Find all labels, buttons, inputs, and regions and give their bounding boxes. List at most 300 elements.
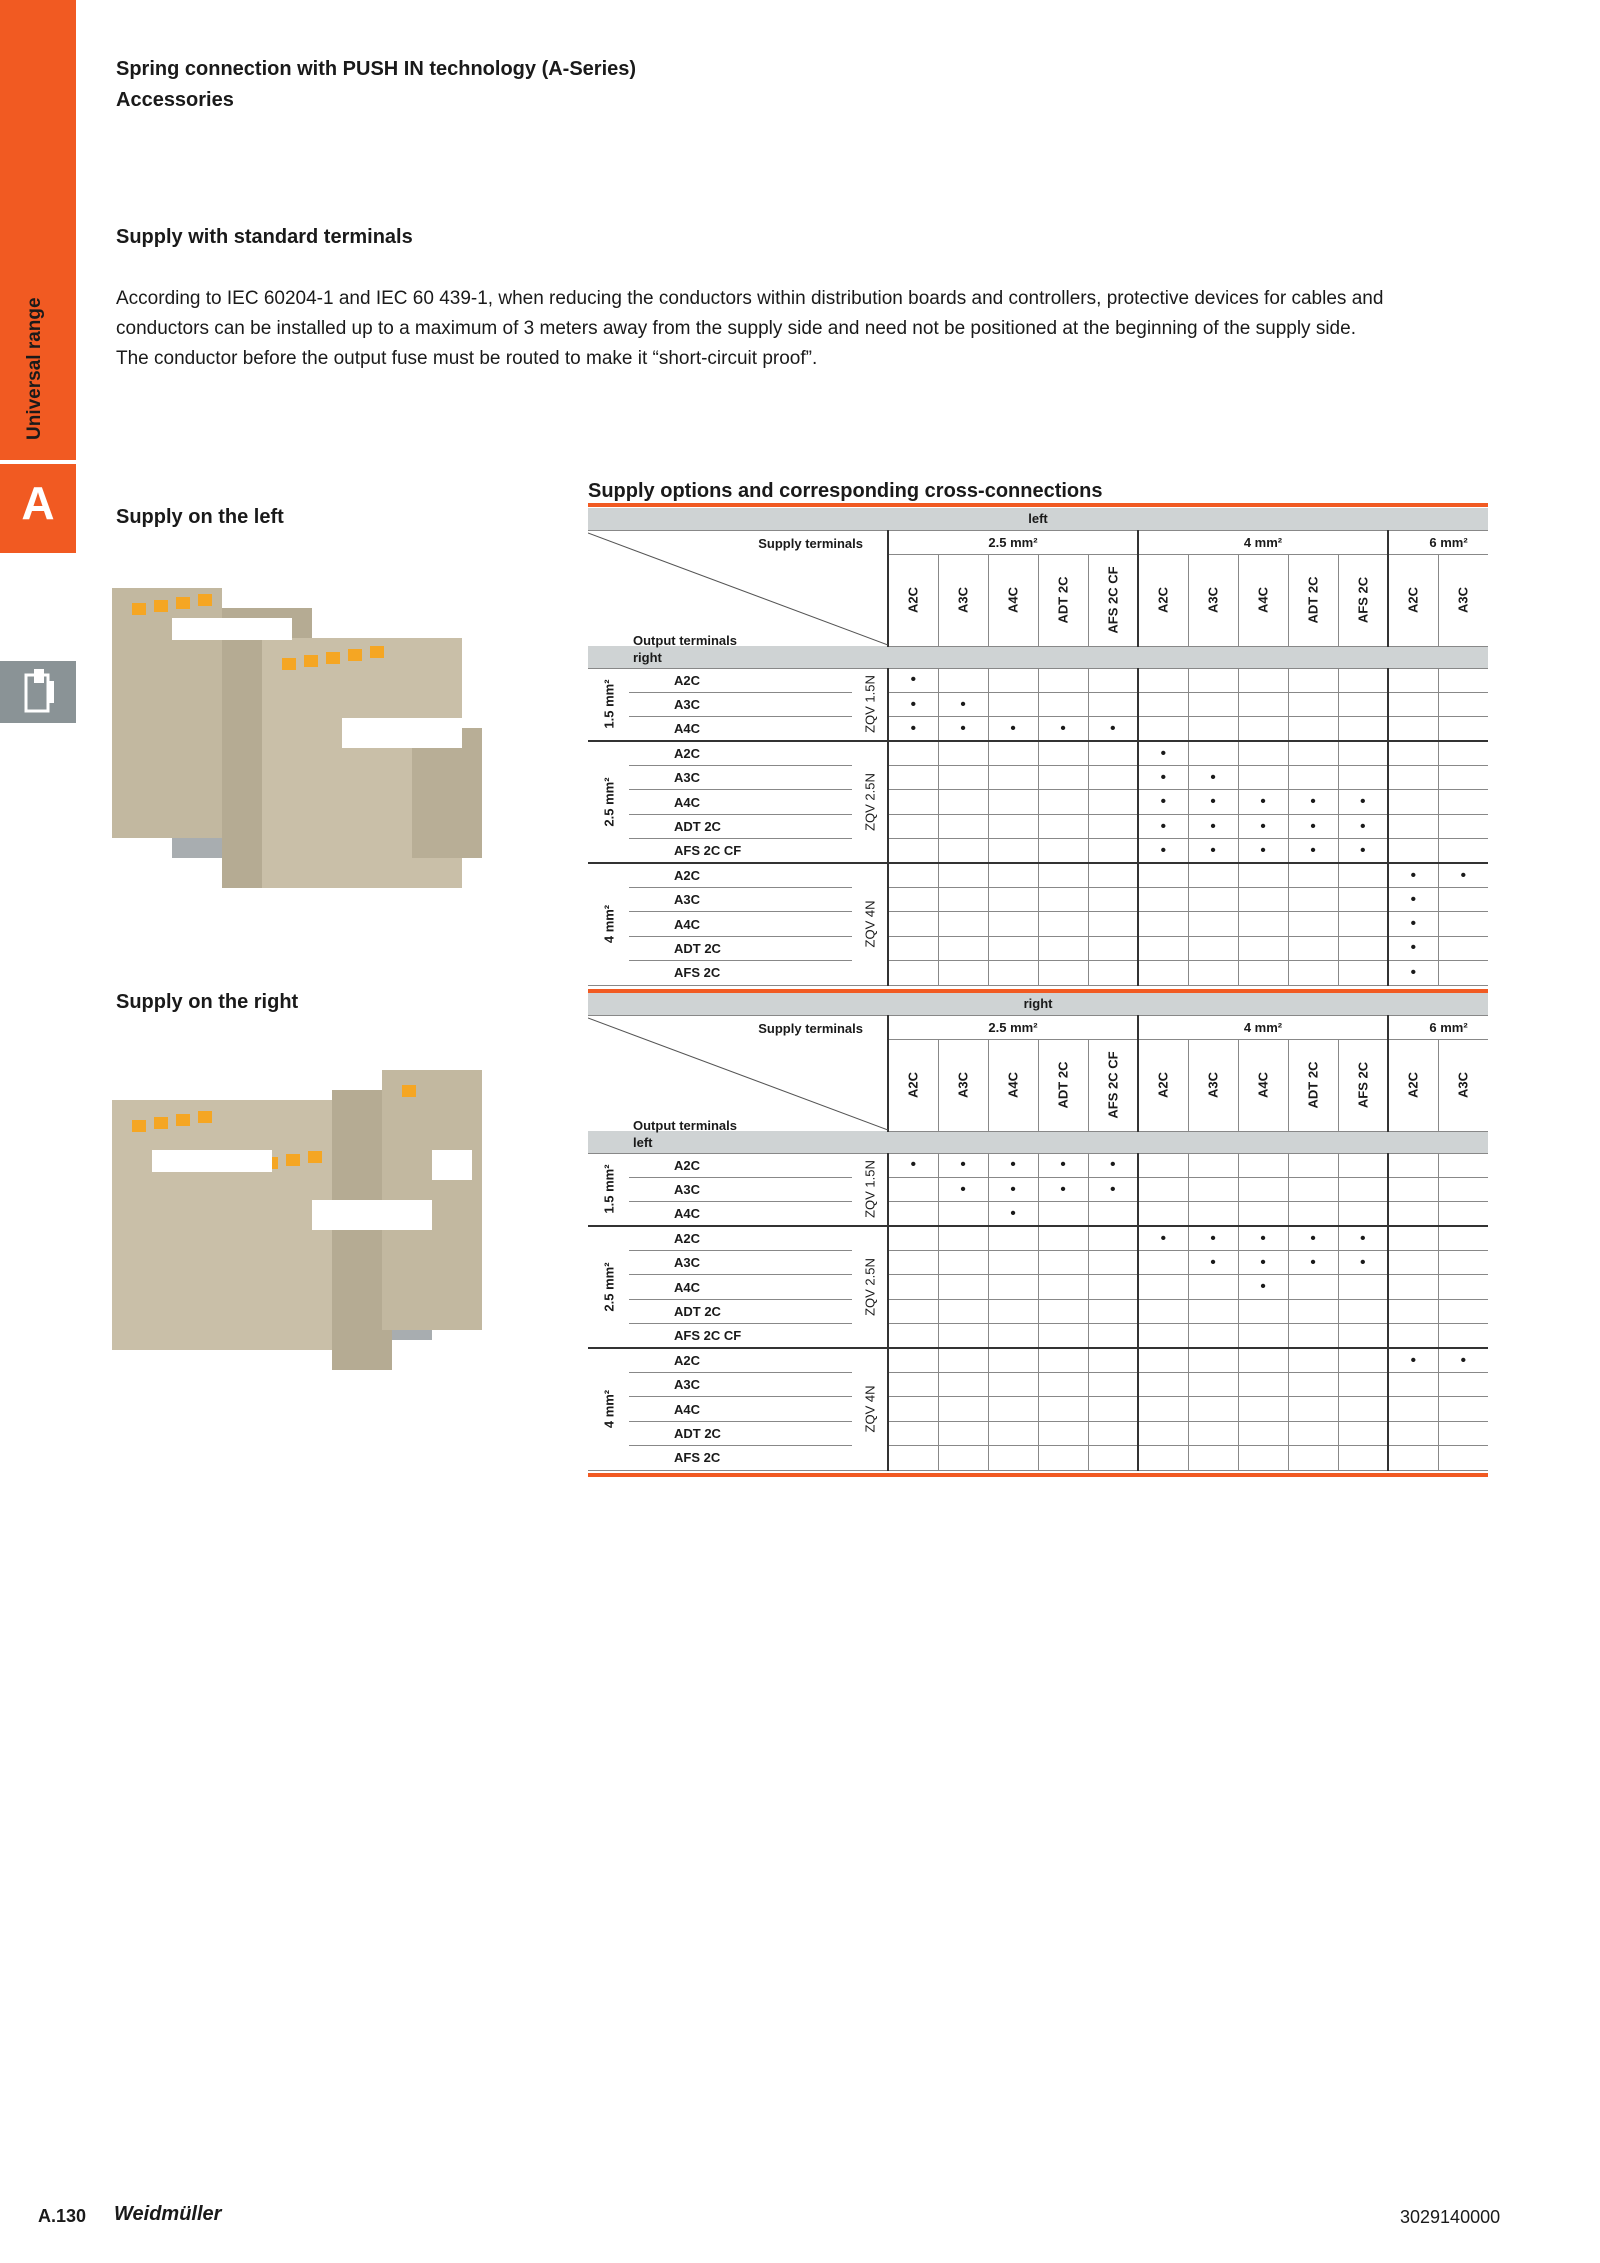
table-row [588, 912, 1488, 936]
compatibility-cell [1338, 1299, 1388, 1323]
compatibility-cell: • [1388, 912, 1438, 936]
compatibility-cell [1088, 936, 1138, 960]
compatibility-cell [1038, 1251, 1088, 1275]
compatibility-cell [1388, 1446, 1438, 1470]
compatibility-cell [888, 814, 938, 838]
compatibility-cell [1088, 1373, 1138, 1397]
compatibility-cell: • [1288, 1251, 1338, 1275]
compatibility-cell [1038, 1397, 1088, 1421]
compatibility-cell [1388, 814, 1438, 838]
header-corner [588, 530, 888, 646]
compatibility-cell [988, 1446, 1038, 1470]
compatibility-cell [1388, 1177, 1438, 1201]
row-label: AFS 2C [629, 961, 852, 985]
compatibility-cell [1388, 790, 1438, 814]
compatibility-cell [1088, 1299, 1138, 1323]
table-row [588, 790, 1488, 814]
table-row [588, 1226, 1488, 1250]
row-label: A3C [629, 766, 852, 790]
compatibility-cell [888, 1373, 938, 1397]
compatibility-cell: • [1238, 1251, 1288, 1275]
compatibility-cell [1288, 912, 1338, 936]
compatibility-cell: • [1188, 839, 1238, 863]
compatibility-cell [1188, 1373, 1238, 1397]
column-header: AFS 2C [1355, 1061, 1371, 1109]
row-label: ADT 2C [629, 1421, 852, 1445]
compatibility-cell [988, 912, 1038, 936]
compatibility-cell [888, 1324, 938, 1348]
compatibility-cell [938, 814, 988, 838]
column-header: A2C [1405, 1071, 1421, 1099]
row-label: ADT 2C [629, 814, 852, 838]
compatibility-cell [1438, 814, 1488, 838]
compatibility-cell [1338, 668, 1388, 692]
compatibility-cell [1188, 741, 1238, 765]
section-title: Supply with standard terminals [116, 226, 413, 248]
compatibility-cell [1038, 1202, 1088, 1226]
compatibility-cell [1138, 1275, 1188, 1299]
compatibility-cell: • [1238, 1226, 1288, 1250]
compatibility-cell [1238, 692, 1288, 716]
compatibility-cell [1188, 1397, 1238, 1421]
compatibility-cell [1238, 668, 1288, 692]
row-label: A4C [629, 717, 852, 741]
compatibility-cell [1388, 668, 1438, 692]
compatibility-cell [1138, 1177, 1188, 1201]
output-side-band: left [588, 1131, 1488, 1153]
compatibility-cell [988, 766, 1038, 790]
output-terminals-label: Output terminals [633, 633, 738, 648]
compatibility-cell [1088, 1324, 1138, 1348]
table-row [588, 1373, 1488, 1397]
compatibility-cell: • [1388, 961, 1438, 985]
compatibility-cell: • [1188, 814, 1238, 838]
compatibility-cell [1188, 863, 1238, 887]
table-row [588, 1177, 1488, 1201]
compatibility-cell [1338, 936, 1388, 960]
row-label: ADT 2C [629, 936, 852, 960]
column-header: A2C [1155, 586, 1171, 614]
compatibility-cell [1438, 790, 1488, 814]
compatibility-cell [938, 1446, 988, 1470]
compatibility-cell [1138, 1251, 1188, 1275]
compatibility-cell [1388, 1373, 1438, 1397]
compatibility-cell [1288, 1446, 1338, 1470]
terminal-category-icon [0, 661, 76, 723]
table-row [588, 1251, 1488, 1275]
section-body [116, 284, 1386, 374]
compatibility-cell: • [988, 717, 1038, 741]
supply-left-title: Supply on the left [116, 506, 284, 528]
compatibility-cell [1388, 839, 1438, 863]
compatibility-cell [1238, 863, 1288, 887]
column-header: AFS 2C [1355, 576, 1371, 624]
compatibility-cell: • [1238, 790, 1288, 814]
compatibility-cell [1188, 961, 1238, 985]
compatibility-cell: • [1188, 766, 1238, 790]
compatibility-cell: • [1288, 790, 1338, 814]
compatibility-cell [1338, 912, 1388, 936]
compatibility-cell [1038, 1373, 1088, 1397]
table-row [588, 741, 1488, 765]
compatibility-cell [1388, 1324, 1438, 1348]
compatibility-cell: • [1338, 814, 1388, 838]
cross-connection-label: ZQV 2.5N [862, 1258, 877, 1317]
compatibility-cell [1238, 766, 1288, 790]
compatibility-cell [888, 1275, 938, 1299]
compatibility-cell [1288, 1153, 1338, 1177]
cross-connection-table-supply-left [588, 508, 1488, 986]
compatibility-cell [1238, 741, 1288, 765]
compatibility-cell: • [1038, 1177, 1088, 1201]
compatibility-cell [1238, 936, 1288, 960]
compatibility-cell: • [1038, 1153, 1088, 1177]
mm-group-label: 4 mm² [601, 905, 616, 944]
column-header: A2C [905, 1071, 921, 1099]
compatibility-cell: • [1188, 790, 1238, 814]
compatibility-cell [1338, 1177, 1388, 1201]
compatibility-cell: • [888, 668, 938, 692]
compatibility-cell [888, 790, 938, 814]
compatibility-cell [1088, 1202, 1138, 1226]
compatibility-cell [1188, 1202, 1238, 1226]
compatibility-cell: • [1238, 839, 1288, 863]
compatibility-cell: • [1088, 717, 1138, 741]
compatibility-cell [888, 863, 938, 887]
compatibility-cell [988, 790, 1038, 814]
compatibility-cell [988, 888, 1038, 912]
compatibility-cell [1438, 961, 1488, 985]
compatibility-cell [1338, 888, 1388, 912]
compatibility-cell [1288, 863, 1338, 887]
row-label: AFS 2C CF [629, 1324, 852, 1348]
compatibility-cell [1138, 1202, 1188, 1226]
table-row [588, 863, 1488, 887]
compatibility-cell [1438, 1177, 1488, 1201]
compatibility-cell [938, 1373, 988, 1397]
compatibility-cell [988, 839, 1038, 863]
compatibility-cell [1188, 1446, 1238, 1470]
compatibility-cell: • [1238, 814, 1288, 838]
output-side-band: right [588, 646, 1488, 668]
compatibility-cell [938, 1397, 988, 1421]
compatibility-cell [1288, 1202, 1338, 1226]
mm-group-header: 4 mm² [1138, 1015, 1388, 1039]
compatibility-cell [1288, 961, 1338, 985]
compatibility-cell [1038, 839, 1088, 863]
column-header: A4C [1255, 586, 1271, 614]
compatibility-cell [1288, 936, 1338, 960]
compatibility-cell [988, 1324, 1038, 1348]
compatibility-cell [1138, 1421, 1188, 1445]
compatibility-cell [938, 668, 988, 692]
table-row [588, 717, 1488, 741]
compatibility-cell: • [1338, 839, 1388, 863]
cross-connection-table-supply-right [588, 993, 1488, 1471]
compatibility-cell [1088, 863, 1138, 887]
compatibility-cell [1038, 1275, 1088, 1299]
cross-connection-label: ZQV 1.5N [862, 675, 877, 734]
supply-terminals-label: Supply terminals [758, 1020, 863, 1036]
brand-logo: Weidmüller [114, 2203, 222, 2225]
side-section-letter: A [21, 477, 55, 529]
compatibility-cell: • [888, 692, 938, 716]
compatibility-cell [1288, 1275, 1338, 1299]
document-code: 3029140000 [1400, 2207, 1501, 2227]
compatibility-cell [1438, 692, 1488, 716]
compatibility-cell [1088, 1226, 1138, 1250]
compatibility-cell [1238, 1324, 1288, 1348]
table-row [588, 1397, 1488, 1421]
cross-connection-label: ZQV 4N [862, 900, 877, 948]
compatibility-cell [1288, 1348, 1338, 1372]
compatibility-cell: • [938, 1153, 988, 1177]
compatibility-cell: • [1088, 1177, 1138, 1201]
compatibility-cell [1138, 1153, 1188, 1177]
compatibility-cell [1438, 839, 1488, 863]
compatibility-cell [1188, 1421, 1238, 1445]
compatibility-cell [1238, 1177, 1288, 1201]
compatibility-cell [1438, 1397, 1488, 1421]
compatibility-cell: • [1438, 1348, 1488, 1372]
column-header: A4C [1005, 1071, 1021, 1099]
compatibility-cell [1238, 912, 1288, 936]
compatibility-cell [1238, 1299, 1288, 1323]
compatibility-cell [1288, 1397, 1338, 1421]
compatibility-cell [888, 888, 938, 912]
mm-group-header: 6 mm² [1388, 530, 1488, 554]
compatibility-cell [1138, 1397, 1188, 1421]
compatibility-cell [1138, 1299, 1188, 1323]
compatibility-cell [1238, 888, 1288, 912]
compatibility-cell [1038, 912, 1088, 936]
column-header: A2C [1155, 1071, 1171, 1099]
compatibility-cell: • [888, 717, 938, 741]
compatibility-cell [1088, 1421, 1138, 1445]
compatibility-cell [938, 1275, 988, 1299]
compatibility-cell [1238, 1348, 1288, 1372]
column-header: ADT 2C [1055, 576, 1071, 624]
compatibility-cell [988, 814, 1038, 838]
compatibility-cell [938, 936, 988, 960]
compatibility-cell [1438, 1275, 1488, 1299]
row-label: ADT 2C [629, 1299, 852, 1323]
compatibility-cell: • [938, 1177, 988, 1201]
table-row [588, 1299, 1488, 1323]
compatibility-cell [1438, 888, 1488, 912]
page-header-line2: Accessories [116, 89, 234, 111]
compatibility-cell [1138, 1446, 1188, 1470]
compatibility-cell [888, 1299, 938, 1323]
table-row [588, 1421, 1488, 1445]
row-label: A2C [629, 1226, 852, 1250]
compatibility-cell [1438, 766, 1488, 790]
mm-group-label: 2.5 mm² [601, 1262, 616, 1312]
compatibility-cell [1338, 1373, 1388, 1397]
compatibility-cell [1238, 1153, 1288, 1177]
compatibility-cell: • [1138, 839, 1188, 863]
compatibility-cell [1338, 863, 1388, 887]
compatibility-cell [1088, 1275, 1138, 1299]
section-paragraph-1: According to IEC 60204-1 and IEC 60 439-1, when reducing the conductors within distribution boards and controllers, protective devices for cables and conductors can be installed up to a maximum of 3 meters away from the supply side and need not be positioned at the beginning of the supply side. [116, 288, 1384, 339]
compatibility-cell [938, 1202, 988, 1226]
header-corner [588, 1015, 888, 1131]
table-row [588, 1153, 1488, 1177]
compatibility-cell [1438, 1373, 1488, 1397]
compatibility-cell: • [1438, 863, 1488, 887]
compatibility-cell [888, 1421, 938, 1445]
row-label: A2C [629, 741, 852, 765]
compatibility-cell [1338, 1153, 1388, 1177]
mm-group-label: 1.5 mm² [601, 679, 616, 729]
compatibility-cell [938, 912, 988, 936]
compatibility-cell [1288, 1299, 1338, 1323]
compatibility-cell [1088, 912, 1138, 936]
column-header: ADT 2C [1305, 576, 1321, 624]
compatibility-cell [1438, 1421, 1488, 1445]
supply-terminals-label: Supply terminals [758, 535, 863, 551]
column-header: AFS 2C CF [1105, 1051, 1121, 1119]
compatibility-cell: • [1138, 790, 1188, 814]
row-label: A2C [629, 1153, 852, 1177]
compatibility-cell [1138, 912, 1188, 936]
compatibility-cell [1038, 1226, 1088, 1250]
row-label: A3C [629, 692, 852, 716]
compatibility-cell [1338, 1421, 1388, 1445]
compatibility-cell [1388, 1275, 1438, 1299]
compatibility-cell [1338, 717, 1388, 741]
compatibility-cell: • [1038, 717, 1088, 741]
compatibility-cell [1138, 692, 1188, 716]
compatibility-cell [1238, 1373, 1288, 1397]
compatibility-cell [888, 1397, 938, 1421]
compatibility-cell [1088, 766, 1138, 790]
table-row [588, 668, 1488, 692]
compatibility-cell [1288, 888, 1338, 912]
compatibility-cell [1038, 692, 1088, 716]
compatibility-cell [1288, 692, 1338, 716]
compatibility-cell [1388, 766, 1438, 790]
mm-group-label: 1.5 mm² [601, 1164, 616, 1214]
table-row [588, 766, 1488, 790]
compatibility-cell [888, 1226, 938, 1250]
compatibility-cell [938, 1226, 988, 1250]
compatibility-cell [988, 741, 1038, 765]
compatibility-cell [1188, 692, 1238, 716]
cross-connection-label: ZQV 1.5N [862, 1160, 877, 1219]
compatibility-cell [1088, 692, 1138, 716]
compatibility-cell [888, 1251, 938, 1275]
compatibility-cell [888, 1202, 938, 1226]
compatibility-cell [888, 1177, 938, 1201]
column-header: A3C [1205, 586, 1221, 614]
compatibility-cell [1388, 1202, 1438, 1226]
compatibility-cell [1038, 888, 1088, 912]
compatibility-cell [1388, 1421, 1438, 1445]
compatibility-cell [1288, 1373, 1338, 1397]
compatibility-cell [1188, 1153, 1238, 1177]
compatibility-cell [1038, 766, 1088, 790]
compatibility-cell [1438, 668, 1488, 692]
table-title: Supply options and corresponding cross-connections [588, 480, 1103, 502]
compatibility-cell [1438, 1251, 1488, 1275]
side-divider [0, 460, 76, 464]
compatibility-cell: • [1138, 766, 1188, 790]
compatibility-cell [938, 863, 988, 887]
side-range-label: Universal range [24, 297, 45, 440]
row-label: A4C [629, 1275, 852, 1299]
compatibility-cell [1188, 1348, 1238, 1372]
compatibility-cell [1038, 1421, 1088, 1445]
compatibility-cell [1338, 1397, 1388, 1421]
compatibility-cell: • [1288, 814, 1338, 838]
section-paragraph-2: The conductor before the output fuse must be routed to make it “short-circuit proof”. [116, 348, 818, 369]
compatibility-cell [938, 1324, 988, 1348]
compatibility-cell [1138, 1348, 1188, 1372]
compatibility-cell [1038, 936, 1088, 960]
compatibility-cell [1288, 741, 1338, 765]
column-header: ADT 2C [1305, 1061, 1321, 1109]
compatibility-cell [938, 839, 988, 863]
compatibility-cell [1138, 888, 1188, 912]
row-label: A3C [629, 1177, 852, 1201]
compatibility-cell [1338, 1202, 1388, 1226]
compatibility-cell [1038, 1446, 1088, 1470]
compatibility-cell [1038, 1299, 1088, 1323]
mm-group-label: 4 mm² [601, 1390, 616, 1429]
page-number: A.130 [38, 2206, 87, 2226]
table-row [588, 888, 1488, 912]
row-label: AFS 2C CF [629, 839, 852, 863]
column-header: A3C [1205, 1071, 1221, 1099]
compatibility-cell [888, 1446, 938, 1470]
side-tab-bar [0, 0, 76, 553]
compatibility-cell [1288, 717, 1338, 741]
compatibility-cell [1388, 1251, 1438, 1275]
compatibility-cell [1338, 766, 1388, 790]
column-header: A3C [1455, 586, 1471, 614]
table-row [588, 936, 1488, 960]
compatibility-cell [1238, 1446, 1288, 1470]
compatibility-cell [1438, 1446, 1488, 1470]
column-header: A3C [1455, 1071, 1471, 1099]
compatibility-cell [1188, 1299, 1238, 1323]
compatibility-cell [938, 790, 988, 814]
compatibility-cell [1438, 1299, 1488, 1323]
compatibility-cell [1038, 790, 1088, 814]
compatibility-cell [1388, 692, 1438, 716]
compatibility-cell [888, 839, 938, 863]
compatibility-cell [988, 1226, 1038, 1250]
compatibility-cell [988, 961, 1038, 985]
compatibility-cell [988, 1348, 1038, 1372]
compatibility-cell [1388, 1299, 1438, 1323]
compatibility-cell [1188, 1324, 1238, 1348]
compatibility-cell [1388, 741, 1438, 765]
column-header: A2C [1405, 586, 1421, 614]
compatibility-cell: • [1138, 1226, 1188, 1250]
compatibility-cell [1088, 741, 1138, 765]
compatibility-cell [1288, 1421, 1338, 1445]
table-row [588, 961, 1488, 985]
row-label: A4C [629, 1397, 852, 1421]
compatibility-cell [1088, 1348, 1138, 1372]
compatibility-cell [1438, 912, 1488, 936]
output-terminals-label: Output terminals [633, 1118, 738, 1133]
cross-connection-label: ZQV 4N [862, 1385, 877, 1433]
compatibility-cell: • [1388, 888, 1438, 912]
compatibility-cell: • [1338, 1251, 1388, 1275]
